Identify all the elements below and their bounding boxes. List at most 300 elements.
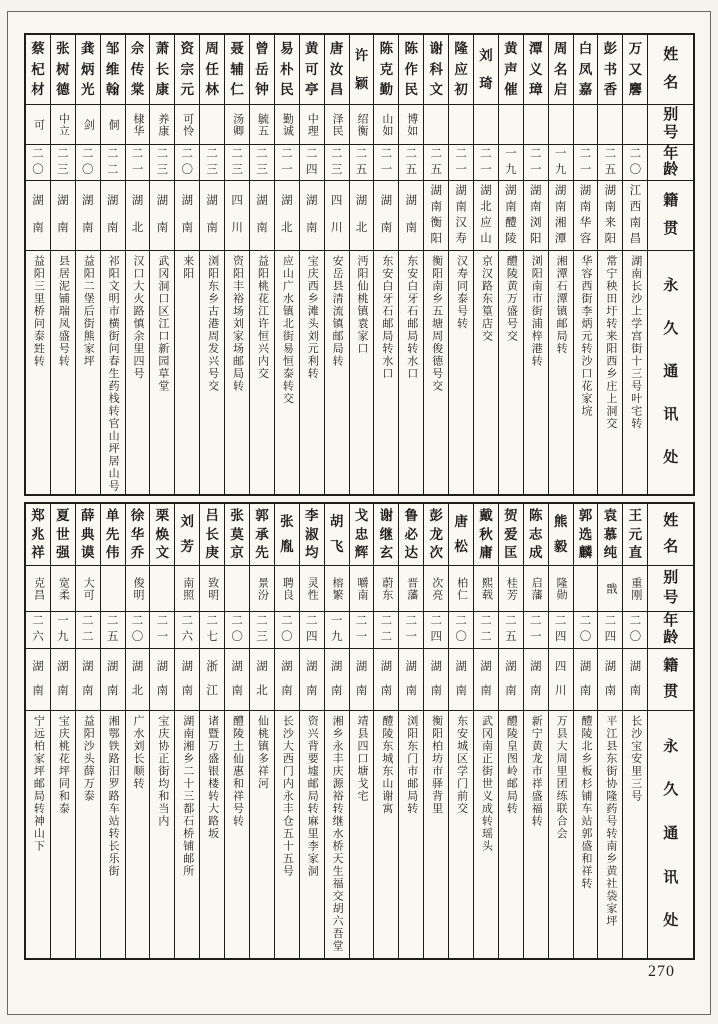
name-char: 继 — [379, 526, 394, 542]
name-cell — [101, 35, 125, 105]
origin-char: 湖 — [455, 660, 467, 673]
origin-char: 浙 — [206, 660, 218, 673]
age-char: 六 — [181, 631, 194, 644]
origin-char: 南 — [629, 684, 642, 697]
age-char: 〇 — [181, 163, 194, 176]
age-char: 一 — [530, 163, 542, 176]
name-char: 玄 — [379, 545, 394, 561]
address-cell — [51, 251, 75, 494]
address-text: 新宁黄龙市祥盛福转 — [530, 715, 543, 828]
alias-cell — [325, 105, 349, 145]
name-char: 声 — [504, 61, 518, 77]
name-char: 刘 — [180, 514, 195, 530]
directory-table-top — [24, 33, 695, 496]
name-char: 彭 — [603, 41, 618, 57]
name-char: 贺 — [504, 508, 518, 524]
origin-char: 湖 — [405, 195, 418, 208]
age-cell — [350, 145, 374, 181]
origin-char: 湖 — [604, 184, 617, 197]
origin-cell — [150, 181, 174, 251]
name-char: 夏 — [56, 508, 70, 524]
address-cell — [524, 251, 548, 494]
address-text: 湘乡永丰庆源裕转继水桥天生福交胡六吾堂 — [331, 715, 344, 953]
address-cell — [424, 251, 448, 494]
address-cell — [175, 251, 199, 494]
age-char: 一 — [57, 615, 69, 628]
alias-cell — [449, 105, 473, 145]
address-text: 衡阳南乡五塘周俊德号交 — [430, 255, 443, 393]
address-text: 祁阳文明市横街问春生药栈转官山坪居山号 — [107, 255, 120, 493]
origin-char: 容 — [579, 232, 592, 245]
age-cell — [549, 145, 573, 181]
origin-char: 西 — [629, 200, 642, 213]
age-char: 二 — [206, 148, 218, 160]
header-column — [648, 35, 693, 494]
origin-char: 湖 — [530, 660, 542, 673]
age-char: 二 — [81, 148, 94, 160]
origin-char: 湖 — [256, 660, 268, 673]
alias-text: 泽民 — [331, 112, 344, 137]
name-char: 华 — [130, 526, 145, 542]
origin-char: 南 — [579, 684, 592, 697]
origin-cell — [474, 181, 498, 251]
age-cell — [150, 145, 174, 181]
name-char: 应 — [454, 61, 468, 77]
origin-char: 南 — [156, 222, 169, 235]
origin-char: 四 — [330, 195, 343, 208]
age-cell — [449, 612, 473, 649]
age-cell — [623, 145, 647, 181]
age-char: 二 — [579, 615, 592, 628]
origin-cell — [26, 181, 50, 251]
person-column — [623, 35, 648, 494]
name-cell — [76, 35, 100, 105]
origin-cell — [574, 649, 598, 711]
name-cell — [449, 35, 473, 105]
age-cell — [275, 145, 299, 181]
address-cell — [549, 251, 573, 494]
header-name-char: 名 — [663, 75, 679, 91]
origin-char: 湖 — [281, 660, 293, 673]
alias-cell — [101, 105, 125, 145]
name-char: 戈 — [354, 508, 369, 524]
address-cell — [499, 711, 523, 958]
age-char: 一 — [156, 631, 169, 644]
age-char: 二 — [156, 148, 169, 160]
age-char: 五 — [604, 163, 617, 176]
header-address-char: 久 — [663, 321, 679, 337]
age-char: 三 — [256, 631, 268, 644]
origin-char: 湖 — [106, 660, 119, 673]
address-text: 益阳桃花江许恒兴内交 — [256, 255, 269, 380]
address-text: 湖南长沙上学宫街十三号叶宅转 — [629, 255, 642, 430]
header-alias-char: 号 — [663, 590, 679, 606]
age-char: 〇 — [629, 163, 642, 176]
address-cell — [26, 711, 50, 958]
name-cell — [150, 504, 174, 566]
origin-char: 南 — [231, 684, 243, 697]
origin-char: 阳 — [530, 232, 542, 245]
person-column — [200, 35, 225, 494]
origin-char: 湖 — [81, 660, 94, 673]
age-char: 一 — [330, 615, 343, 628]
name-char: 黄 — [504, 41, 518, 57]
name-char: 兆 — [31, 526, 45, 542]
name-cell — [150, 35, 174, 105]
age-cell — [524, 612, 548, 649]
origin-cell — [275, 181, 299, 251]
origin-char: 湖 — [505, 660, 517, 673]
age-cell — [26, 145, 50, 181]
name-cell — [598, 504, 622, 566]
name-char: 彭 — [429, 508, 443, 524]
name-char: 爱 — [504, 526, 518, 542]
origin-cell — [175, 649, 199, 711]
age-cell — [76, 612, 100, 649]
person-column — [76, 504, 101, 958]
address-text: 醴陵土仙惠和祥号转 — [231, 715, 244, 828]
name-char: 宗 — [180, 61, 195, 77]
address-cell — [474, 711, 498, 958]
alias-text: 聘良 — [281, 576, 294, 601]
origin-char: 南 — [181, 222, 194, 235]
name-char: 忠 — [354, 526, 369, 542]
origin-cell — [150, 649, 174, 711]
address-text: 华容西街李炳元转沙口花家垸 — [580, 255, 593, 418]
address-cell — [449, 711, 473, 958]
age-char: 二 — [281, 148, 293, 160]
header-address-char: 讯 — [663, 869, 679, 886]
name-cell — [175, 504, 199, 566]
origin-cell — [225, 181, 249, 251]
age-cell — [598, 612, 622, 649]
name-char: 飞 — [329, 539, 344, 555]
person-column — [300, 35, 325, 494]
age-cell — [275, 612, 299, 649]
alias-cell — [126, 566, 150, 612]
origin-char: 南 — [181, 684, 194, 697]
age-char: 二 — [505, 615, 517, 628]
alias-text: 重刚 — [629, 576, 642, 601]
address-cell — [300, 251, 324, 494]
origin-char: 来 — [604, 216, 617, 229]
alias-cell — [424, 105, 448, 145]
alias-text: 启藩 — [530, 576, 543, 601]
header-alias-cell — [648, 566, 693, 612]
name-char: 庚 — [205, 545, 219, 561]
origin-char: 湖 — [131, 195, 144, 208]
origin-char: 湖 — [57, 660, 69, 673]
alias-cell — [275, 566, 299, 612]
age-char: 二 — [131, 148, 144, 160]
origin-char: 南 — [305, 222, 318, 235]
person-column — [275, 504, 300, 958]
origin-char: 山 — [480, 232, 492, 245]
person-column — [449, 504, 474, 958]
name-char: 秋 — [479, 526, 493, 542]
person-column — [399, 35, 424, 494]
address-cell — [76, 711, 100, 958]
name-char: 名 — [553, 61, 568, 77]
origin-char: 川 — [231, 222, 243, 235]
age-char: 一 — [579, 163, 592, 176]
age-char: 二 — [231, 615, 243, 628]
address-cell — [250, 251, 274, 494]
age-char: 五 — [430, 163, 442, 176]
person-column — [51, 35, 76, 494]
age-char: 二 — [57, 148, 69, 160]
origin-char: 湖 — [480, 184, 492, 197]
address-text: 益阳沙头薛万泰 — [82, 715, 95, 803]
origin-char: 湖 — [106, 195, 119, 208]
origin-char: 南 — [355, 684, 368, 697]
name-cell — [350, 35, 374, 105]
person-column — [524, 35, 549, 494]
alias-cell — [374, 105, 398, 145]
alias-text: 隆勋 — [555, 576, 568, 601]
name-cell — [474, 35, 498, 105]
address-text: 武冈南正街世义成转瑶头 — [480, 715, 493, 853]
address-cell — [574, 711, 598, 958]
age-char: 九 — [330, 631, 343, 644]
name-char: 可 — [304, 61, 319, 77]
name-char: 康 — [155, 82, 170, 98]
address-cell — [623, 251, 647, 494]
age-cell — [574, 145, 598, 181]
age-char: 二 — [604, 615, 617, 628]
age-cell — [549, 612, 573, 649]
address-text: 宝庆桃花坪同和泰 — [57, 715, 70, 815]
header-address-char: 通 — [663, 364, 679, 380]
origin-cell — [424, 181, 448, 251]
name-char: 易 — [280, 41, 294, 57]
alias-cell — [549, 566, 573, 612]
origin-cell — [374, 649, 398, 711]
name-cell — [424, 504, 448, 566]
header-address-char: 处 — [663, 913, 679, 930]
header-alias-char: 号 — [663, 125, 679, 141]
alias-cell — [51, 566, 75, 612]
alias-cell — [350, 105, 374, 145]
person-column — [126, 504, 151, 958]
origin-char: 湘 — [554, 216, 567, 229]
person-column — [374, 504, 399, 958]
name-char: 初 — [454, 82, 468, 98]
address-cell — [598, 251, 622, 494]
person-column — [101, 504, 126, 958]
address-text: 汉口大火路慎余里四号 — [131, 255, 144, 380]
origin-char: 湖 — [57, 195, 69, 208]
directory-table-bottom — [24, 502, 695, 960]
person-column — [225, 504, 250, 958]
alias-cell — [175, 566, 199, 612]
name-char: 鲁 — [404, 508, 419, 524]
alias-cell — [474, 566, 498, 612]
name-cell — [499, 35, 523, 105]
age-char: 二 — [106, 163, 119, 176]
origin-char: 北 — [355, 222, 368, 235]
address-text: 武冈洞口区江口新园草堂 — [156, 255, 169, 393]
address-cell — [76, 251, 100, 494]
origin-char: 南 — [81, 684, 94, 697]
alias-cell — [549, 105, 573, 145]
origin-char: 南 — [405, 222, 418, 235]
person-column — [598, 35, 623, 494]
header-address-cell — [648, 711, 693, 958]
name-char: 京 — [230, 545, 244, 561]
origin-char: 衡 — [430, 216, 442, 229]
name-char: 蔡 — [31, 41, 45, 57]
age-char: 二 — [554, 615, 567, 628]
origin-char: 四 — [231, 195, 243, 208]
person-column — [76, 35, 101, 494]
origin-char: 南 — [579, 200, 592, 213]
age-char: 二 — [604, 148, 617, 160]
alias-cell — [325, 566, 349, 612]
person-column — [524, 504, 549, 958]
age-char: 〇 — [629, 631, 642, 644]
address-cell — [200, 711, 224, 958]
name-char: 黄 — [304, 41, 319, 57]
name-cell — [524, 35, 548, 105]
name-cell — [225, 35, 249, 105]
alias-cell — [126, 105, 150, 145]
origin-cell — [350, 181, 374, 251]
origin-char: 北 — [480, 200, 492, 213]
origin-cell — [101, 181, 125, 251]
origin-cell — [474, 649, 498, 711]
header-alias-char: 别 — [663, 107, 679, 123]
address-text: 诸暨万盛银楼转大路坂 — [206, 715, 219, 840]
address-cell — [150, 711, 174, 958]
name-char: 萧 — [155, 41, 170, 57]
name-cell — [374, 504, 398, 566]
age-cell — [300, 612, 324, 649]
alias-cell — [26, 105, 50, 145]
alias-text: 棣华 — [132, 112, 144, 137]
name-char: 均 — [304, 545, 319, 561]
age-char: 一 — [131, 163, 144, 176]
origin-char: 南 — [57, 684, 69, 697]
alias-cell — [51, 105, 75, 145]
name-char: 唐 — [329, 41, 344, 57]
age-char: 一 — [530, 631, 542, 644]
origin-char: 南 — [156, 684, 169, 697]
alias-cell — [250, 566, 274, 612]
person-column — [325, 504, 350, 958]
age-char: 二 — [305, 615, 318, 628]
alias-text: 宽柔 — [57, 576, 70, 601]
name-char: 材 — [31, 82, 45, 98]
header-origin-cell — [648, 181, 693, 251]
origin-cell — [275, 649, 299, 711]
name-char: 白 — [578, 41, 593, 57]
name-cell — [598, 35, 622, 105]
address-cell — [225, 711, 249, 958]
origin-cell — [126, 649, 150, 711]
address-text: 长沙大西门内永丰仓五十五号 — [281, 715, 294, 878]
name-char: 钟 — [255, 82, 269, 98]
name-char: 文 — [155, 545, 170, 561]
name-char: 潭 — [529, 41, 543, 57]
name-cell — [350, 504, 374, 566]
origin-char: 湖 — [156, 195, 169, 208]
age-char: 三 — [256, 163, 268, 176]
header-age-char: 年 — [663, 613, 679, 629]
name-cell — [200, 504, 224, 566]
origin-char: 应 — [480, 216, 492, 229]
origin-cell — [250, 181, 274, 251]
age-char: 〇 — [32, 163, 44, 176]
origin-char: 湖 — [505, 184, 517, 197]
origin-char: 湖 — [131, 660, 144, 673]
age-cell — [300, 145, 324, 181]
name-char: 陈 — [529, 508, 543, 524]
header-address-char: 久 — [663, 782, 679, 799]
age-char: 二 — [380, 148, 393, 160]
origin-cell — [524, 181, 548, 251]
age-cell — [200, 612, 224, 649]
origin-char: 南 — [480, 684, 492, 697]
address-text: 安岳县清流镇邮局转 — [331, 255, 344, 368]
name-char: 炳 — [80, 61, 95, 77]
alias-cell — [598, 105, 622, 145]
origin-char: 湖 — [231, 660, 243, 673]
age-char: 五 — [505, 631, 517, 644]
alias-text: 侗 — [107, 118, 120, 131]
address-text: 靖县四口塘戈宅 — [356, 715, 368, 803]
header-address-char: 讯 — [663, 407, 679, 423]
age-char: 二 — [181, 615, 194, 628]
origin-cell — [76, 181, 100, 251]
origin-cell — [300, 181, 324, 251]
origin-char: 南 — [206, 222, 218, 235]
age-char: 六 — [32, 631, 44, 644]
name-char: 义 — [529, 61, 543, 77]
person-column — [275, 35, 300, 494]
origin-char: 南 — [604, 200, 617, 213]
age-char: 一 — [380, 163, 393, 176]
age-char: 三 — [206, 163, 218, 176]
header-name-char: 姓 — [663, 47, 679, 63]
origin-char: 湖 — [405, 660, 418, 673]
address-cell — [325, 251, 349, 494]
age-char: 二 — [405, 615, 418, 628]
name-char: 民 — [404, 82, 419, 98]
name-char: 辅 — [230, 61, 244, 77]
name-char: 陈 — [404, 41, 419, 57]
address-text: 醴陵东城东山谢寓 — [380, 715, 393, 815]
name-cell — [126, 504, 150, 566]
origin-char: 湖 — [530, 184, 542, 197]
age-cell — [26, 612, 50, 649]
name-char: 胤 — [280, 539, 294, 555]
alias-cell — [374, 566, 398, 612]
age-char: 二 — [281, 615, 293, 628]
header-alias-cell — [648, 105, 693, 145]
name-char: 翰 — [105, 82, 120, 98]
alias-text: 中理 — [306, 112, 319, 137]
person-column — [399, 504, 424, 958]
alias-text: 熙载 — [480, 576, 493, 601]
alias-cell — [175, 105, 199, 145]
address-cell — [126, 251, 150, 494]
address-text: 醴陵北乡板杉铺车站郭盛和祥转 — [580, 715, 593, 890]
origin-char: 阳 — [430, 232, 442, 245]
name-char: 勤 — [379, 82, 394, 98]
name-char: 佘 — [130, 41, 145, 57]
age-char: 二 — [305, 148, 318, 160]
